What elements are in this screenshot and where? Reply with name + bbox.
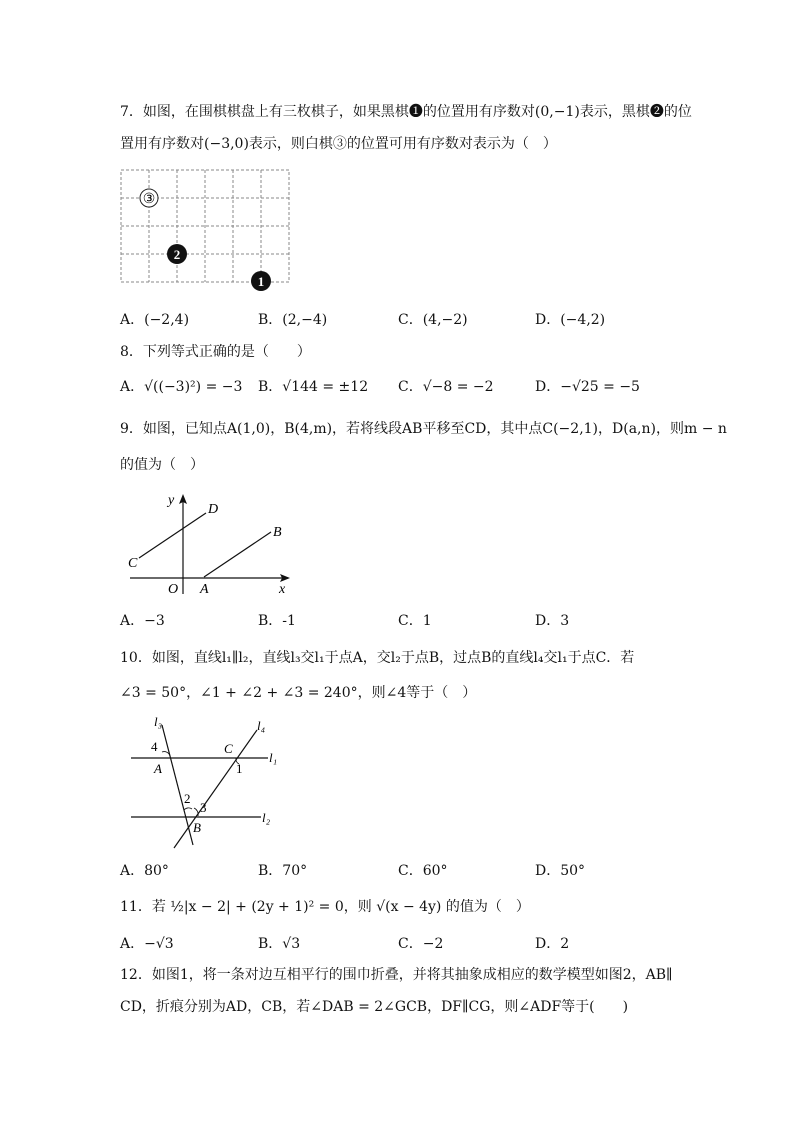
- q7-stem-line1: 7．如图，在围棋棋盘上有三枚棋子，如果黑棋❶的位置用有序数对(0,−1)表示，黑棋❷的位: [120, 104, 692, 120]
- l2-label: l₂: [262, 810, 271, 825]
- segment-ab: [204, 532, 271, 577]
- q9-option-b: B．-1: [258, 613, 296, 629]
- x-label: x: [279, 582, 286, 597]
- q11-option-b: B．√3: [258, 936, 301, 952]
- q7-stem-line2: 置用有序数对(−3,0)表示，则白棋③的位置可用有序数对表示为（ ）: [120, 136, 557, 152]
- angle-3-label: 3: [200, 800, 207, 815]
- q10-option-a: A．80°: [120, 863, 169, 879]
- q11-option-d: D．2: [535, 936, 570, 952]
- y-label: y: [168, 493, 175, 508]
- angle-4-label: 4: [151, 739, 158, 754]
- line-l4: [174, 730, 257, 848]
- q8-option-d: D．−√25 = −5: [535, 379, 640, 395]
- white-stone-3-label: ③: [142, 192, 156, 207]
- l4-label: l₄: [257, 718, 266, 733]
- point-a-label: A: [200, 582, 209, 597]
- q7-option-a: A．(−2,4): [120, 312, 190, 328]
- point-c-label: C: [128, 556, 138, 571]
- q8-option-c: C．√−8 = −2: [398, 379, 494, 395]
- q9-option-c: C．1: [398, 613, 432, 629]
- q11-option-a: A．−√3: [120, 936, 174, 952]
- angle-2-arc: [184, 808, 192, 810]
- q7-option-c: C．(4,−2): [398, 312, 468, 328]
- q7-option-d: D．(−4,2): [535, 312, 606, 328]
- q10-stem-line1: 10．如图，直线l₁∥l₂，直线l₃交l₁于点A，交l₂于点B，过点B的直线l₄交l₁于点C．若: [120, 650, 635, 666]
- q10-option-d: D．50°: [535, 863, 586, 879]
- q8-stem: 8．下列等式正确的是（ ）: [120, 344, 311, 360]
- q10-stem-line2: ∠3 = 50°，∠1 + ∠2 + ∠3 = 240°，则∠4等于（ ）: [120, 685, 477, 701]
- point-a-label: A: [154, 761, 162, 776]
- black-stone-1-label: 1: [257, 274, 265, 289]
- q10-option-b: B．70°: [258, 863, 308, 879]
- q9-stem-line2: 的值为（ ）: [120, 457, 204, 473]
- l3-label: l₃: [154, 714, 163, 729]
- go-board-figure: [118, 168, 293, 292]
- origin-label: O: [168, 582, 179, 597]
- segment-cd: [139, 513, 206, 558]
- angle-2-label: 2: [184, 791, 191, 806]
- l1-label: l₁: [269, 750, 278, 765]
- point-d-label: D: [208, 502, 219, 517]
- q9-option-a: A．−3: [120, 613, 165, 629]
- q12-stem-line2: CD，折痕分别为AD，CB，若∠DAB = 2∠GCB，DF∥CG，则∠ADF等于( ): [120, 999, 629, 1015]
- angle-1-label: 1: [236, 761, 243, 776]
- point-c-label: C: [224, 741, 233, 756]
- point-b-label: B: [273, 525, 282, 540]
- q9-stem-line1: 9．如图，已知点A(1,0)，B(4,m)，若将线段AB平移至CD，其中点C(−2,1)，D(a,n)，则m − n: [120, 421, 727, 437]
- black-stone-2-label: 2: [173, 247, 181, 262]
- q10-option-c: C．60°: [398, 863, 448, 879]
- q11-option-c: C．−2: [398, 936, 444, 952]
- point-b-label: B: [193, 820, 201, 835]
- q11-stem: 11．若 ½|x − 2| + (2y + 1)² = 0，则 √(x − 4y) 的值为（ ）: [120, 899, 530, 915]
- q8-option-a: A．√((−3)²) = −3: [120, 379, 243, 395]
- q9-option-d: D．3: [535, 613, 570, 629]
- q8-option-b: B．√144 = ±12: [258, 379, 369, 395]
- parallel-lines-figure: [126, 712, 286, 852]
- q7-option-b: B．(2,−4): [258, 312, 328, 328]
- q12-stem-line1: 12．如图1，将一条对边互相平行的围巾折叠，并将其抽象成相应的数学模型如图2，AB∥: [120, 967, 673, 983]
- coordinate-figure: [126, 490, 294, 598]
